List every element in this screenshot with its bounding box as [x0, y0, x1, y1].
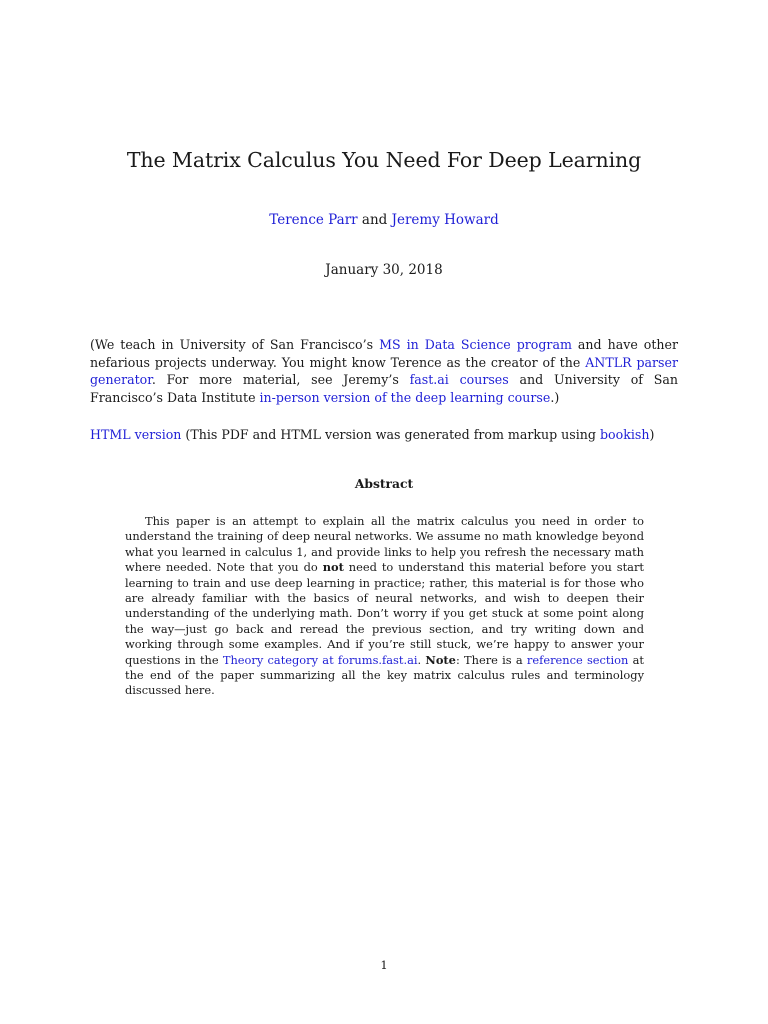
abstract-paragraph — [125, 514, 644, 699]
html-version-link[interactable]: HTML version — [90, 427, 182, 442]
abstract-text-3: . — [417, 652, 426, 667]
abstract-text-5: at the end of the paper summarizing all the key matrix calculus rules and terminology discussed here. — [125, 652, 644, 698]
intro-text-3: . For more material, see Jeremy’s — [151, 372, 410, 388]
author-link-jeremy-howard[interactable]: Jeremy Howard — [391, 212, 499, 228]
author-line — [0, 212, 768, 228]
fastai-courses-link[interactable]: fast.ai courses — [409, 372, 509, 388]
theory-category-link[interactable]: Theory category at forums.fast.ai — [222, 652, 418, 667]
reference-section-link[interactable]: reference section — [526, 652, 629, 667]
abstract-text-4: : There is a — [455, 652, 527, 667]
intro-text-4: and University of San Francisco’s Data Institute — [90, 372, 678, 405]
publication-date: January 30, 2018 — [325, 262, 443, 278]
html-line-text-2: ) — [649, 427, 655, 442]
ms-data-science-link[interactable]: MS in Data Science program — [379, 337, 572, 352]
bookish-link[interactable]: bookish — [599, 427, 650, 442]
html-version-line — [90, 426, 678, 444]
abstract-text-2: need to understand this material before you start learning to train and use deep learning in practice; rather, this material is for those who are already familiar with the basics of neural networks, and wish to deepen their understanding of the underlying math. Don’t worry if you get stuck at some point along the way—just go back and reread the previous section, and try writing down and working through some examples. And if you’re still stuck, we’re happy to answer your questions in the — [125, 560, 644, 667]
intro-text-2: and have other nefarious projects underway. You might know Terence as the creator of the — [90, 337, 678, 370]
abstract-text-1: This paper is an attempt to explain all the matrix calculus you need in order to understand the training of deep neural networks. We assume no math knowledge beyond what you learned in calculus 1, and provide links to help you refresh the necessary math where needed. Note that you do — [125, 514, 644, 575]
html-line-text-1: (This PDF and HTML version was generated from markup using — [181, 427, 600, 442]
paper-title: The Matrix Calculus You Need For Deep Learning — [126, 148, 642, 172]
intro-text-1: (We teach in University of San Francisco’s — [90, 337, 380, 352]
intro-text-5: .) — [550, 389, 560, 405]
antlr-link[interactable]: ANTLR parser generator — [90, 354, 678, 388]
abstract-bold-not: not — [322, 560, 344, 575]
in-person-course-link[interactable]: in-person version of the deep learning course — [259, 389, 551, 405]
page-number: 1 — [380, 958, 388, 972]
intro-paragraph — [90, 336, 678, 406]
abstract-heading: Abstract — [354, 476, 414, 491]
authors-conjunction: and — [357, 212, 392, 228]
abstract-bold-note: Note — [425, 652, 456, 667]
author-link-terence-parr[interactable]: Terence Parr — [269, 212, 358, 228]
